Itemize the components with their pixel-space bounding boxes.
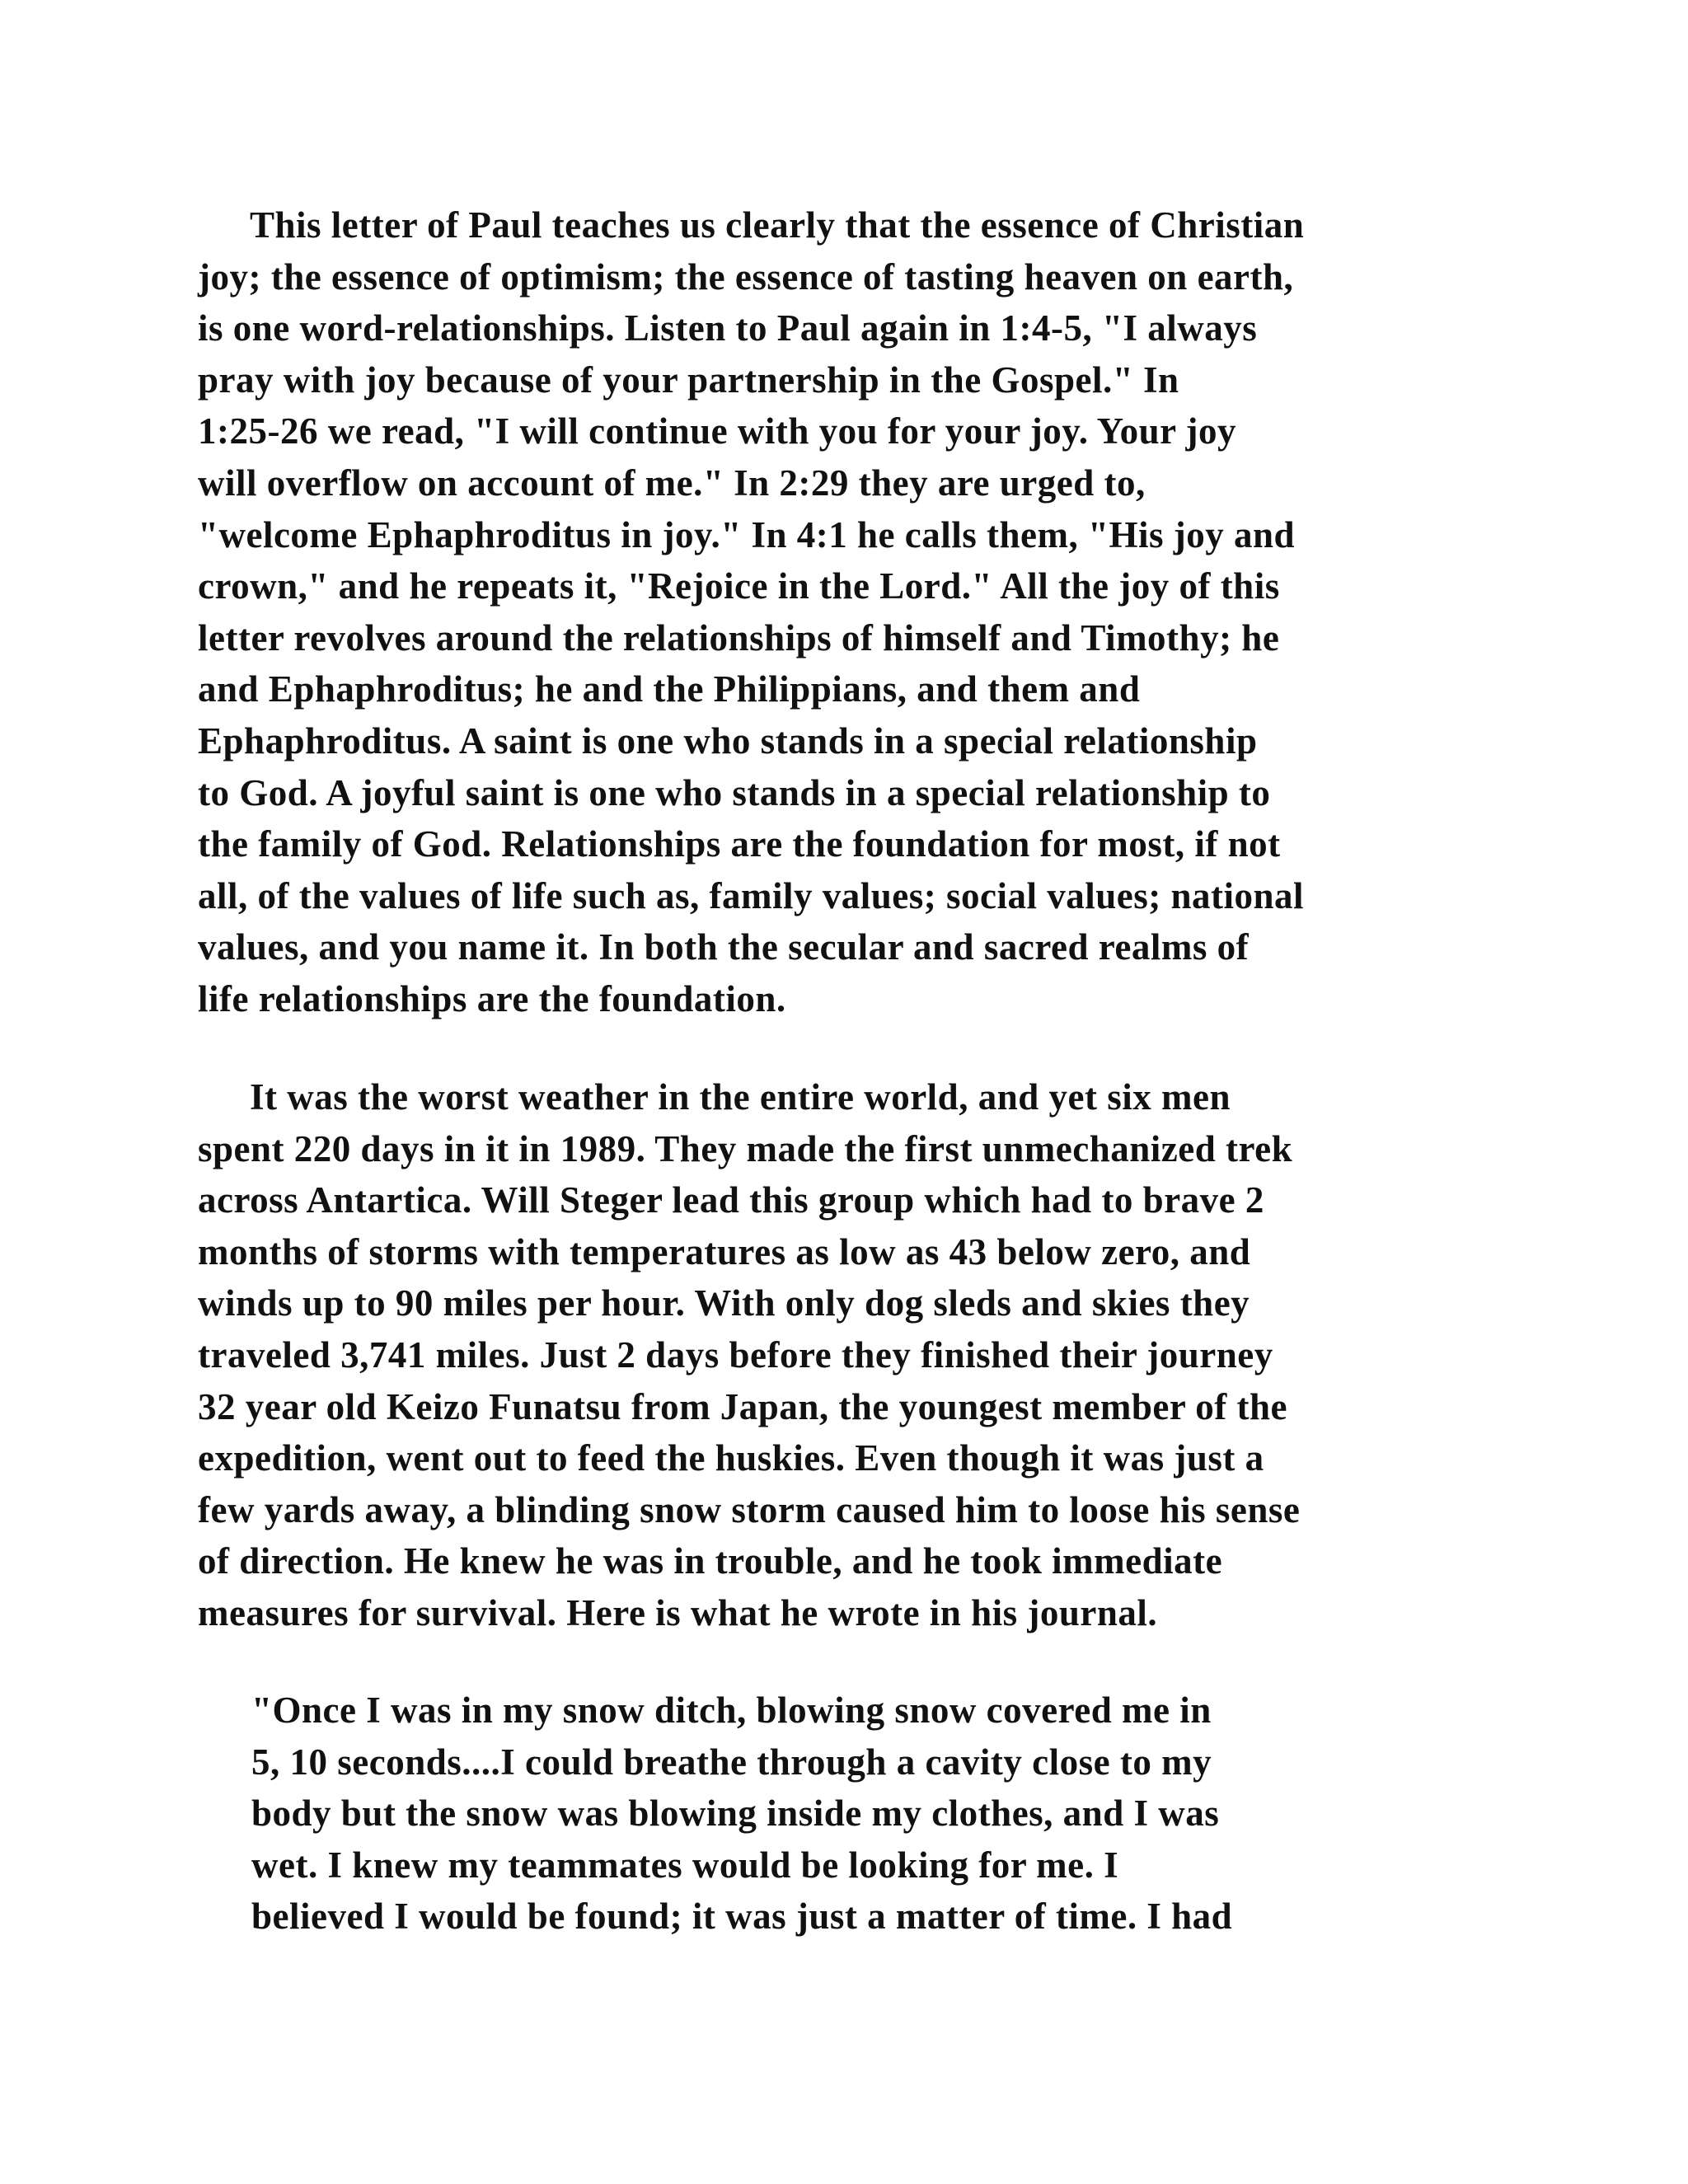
text-line: all, of the values of life such as, family values; social values; national [198,874,1304,916]
quote-line: believed I would be found; it was just a matter of time. I had [251,1896,1233,1938]
text-line: across Antartica. Will Steger lead this group which had to brave 2 [198,1179,1264,1221]
text-line: few yards away, a blinding snow storm caused him to loose his sense [198,1488,1301,1530]
text-line: spent 220 days in it in 1989. They made the first unmechanized trek [198,1127,1293,1169]
paragraph-antarctica [198,1071,1300,1639]
text-line: and Ephaphroditus; he and the Philippians, and them and [198,668,1141,710]
text-line: joy; the essence of optimism; the essence of tasting heaven on earth, [198,255,1294,298]
text-line: values, and you name it. In both the secular and sacred realms of [198,926,1250,968]
block-quote-journal [251,1685,1232,1943]
text-line: of direction. He knew he was in trouble, and he took immediate [198,1540,1223,1582]
text-line: 32 year old Keizo Funatsu from Japan, the youngest member of the [198,1385,1287,1427]
text-line: expedition, went out to feed the huskies. Even though it was just a [198,1437,1264,1479]
text-line: months of storms with temperatures as low as 43 below zero, and [198,1230,1251,1272]
paragraph-relationships [198,199,1304,1025]
text-line: crown," and he repeats it, "Rejoice in the Lord." All the joy of this [198,565,1280,607]
text-line: is one word-relationships. Listen to Paul again in 1:4-5, "I always [198,307,1258,349]
text-line: pray with joy because of your partnership in the Gospel." In [198,359,1179,401]
quote-line: body but the snow was blowing inside my clothes, and I was [251,1793,1220,1835]
text-line: to God. A joyful saint is one who stands in a special relationship to [198,771,1271,813]
text-line: 1:25-26 we read, "I will continue with you for your joy. Your joy [198,410,1237,452]
text-line: winds up to 90 miles per hour. With only dog sleds and skies they [198,1282,1250,1324]
text-line: life relationships are the foundation. [198,977,786,1019]
text-line: letter revolves around the relationships of himself and Timothy; he [198,616,1280,658]
text-line: will overflow on account of me." In 2:29 they are urged to, [198,462,1146,504]
quote-line: 5, 10 seconds....I could breathe through a cavity close to my [251,1741,1212,1783]
text-line: "welcome Ephaphroditus in joy." In 4:1 he calls them, "His joy and [198,513,1296,555]
quote-line: wet. I knew my teammates would be looking for me. I [251,1844,1119,1886]
text-line: Ephaphroditus. A saint is one who stands in a special relationship [198,719,1258,762]
text-line: the family of God. Relationships are the foundation for most, if not [198,823,1281,865]
quote-line: "Once I was in my snow ditch, blowing snow covered me in [251,1690,1212,1731]
text-line: traveled 3,741 miles. Just 2 days before they finished their journey [198,1333,1273,1376]
text-line: It was the worst weather in the entire world, and yet six men [250,1076,1231,1118]
text-line: This letter of Paul teaches us clearly that the essence of Christian [250,204,1305,246]
text-line: measures for survival. Here is what he wrote in his journal. [198,1591,1158,1633]
